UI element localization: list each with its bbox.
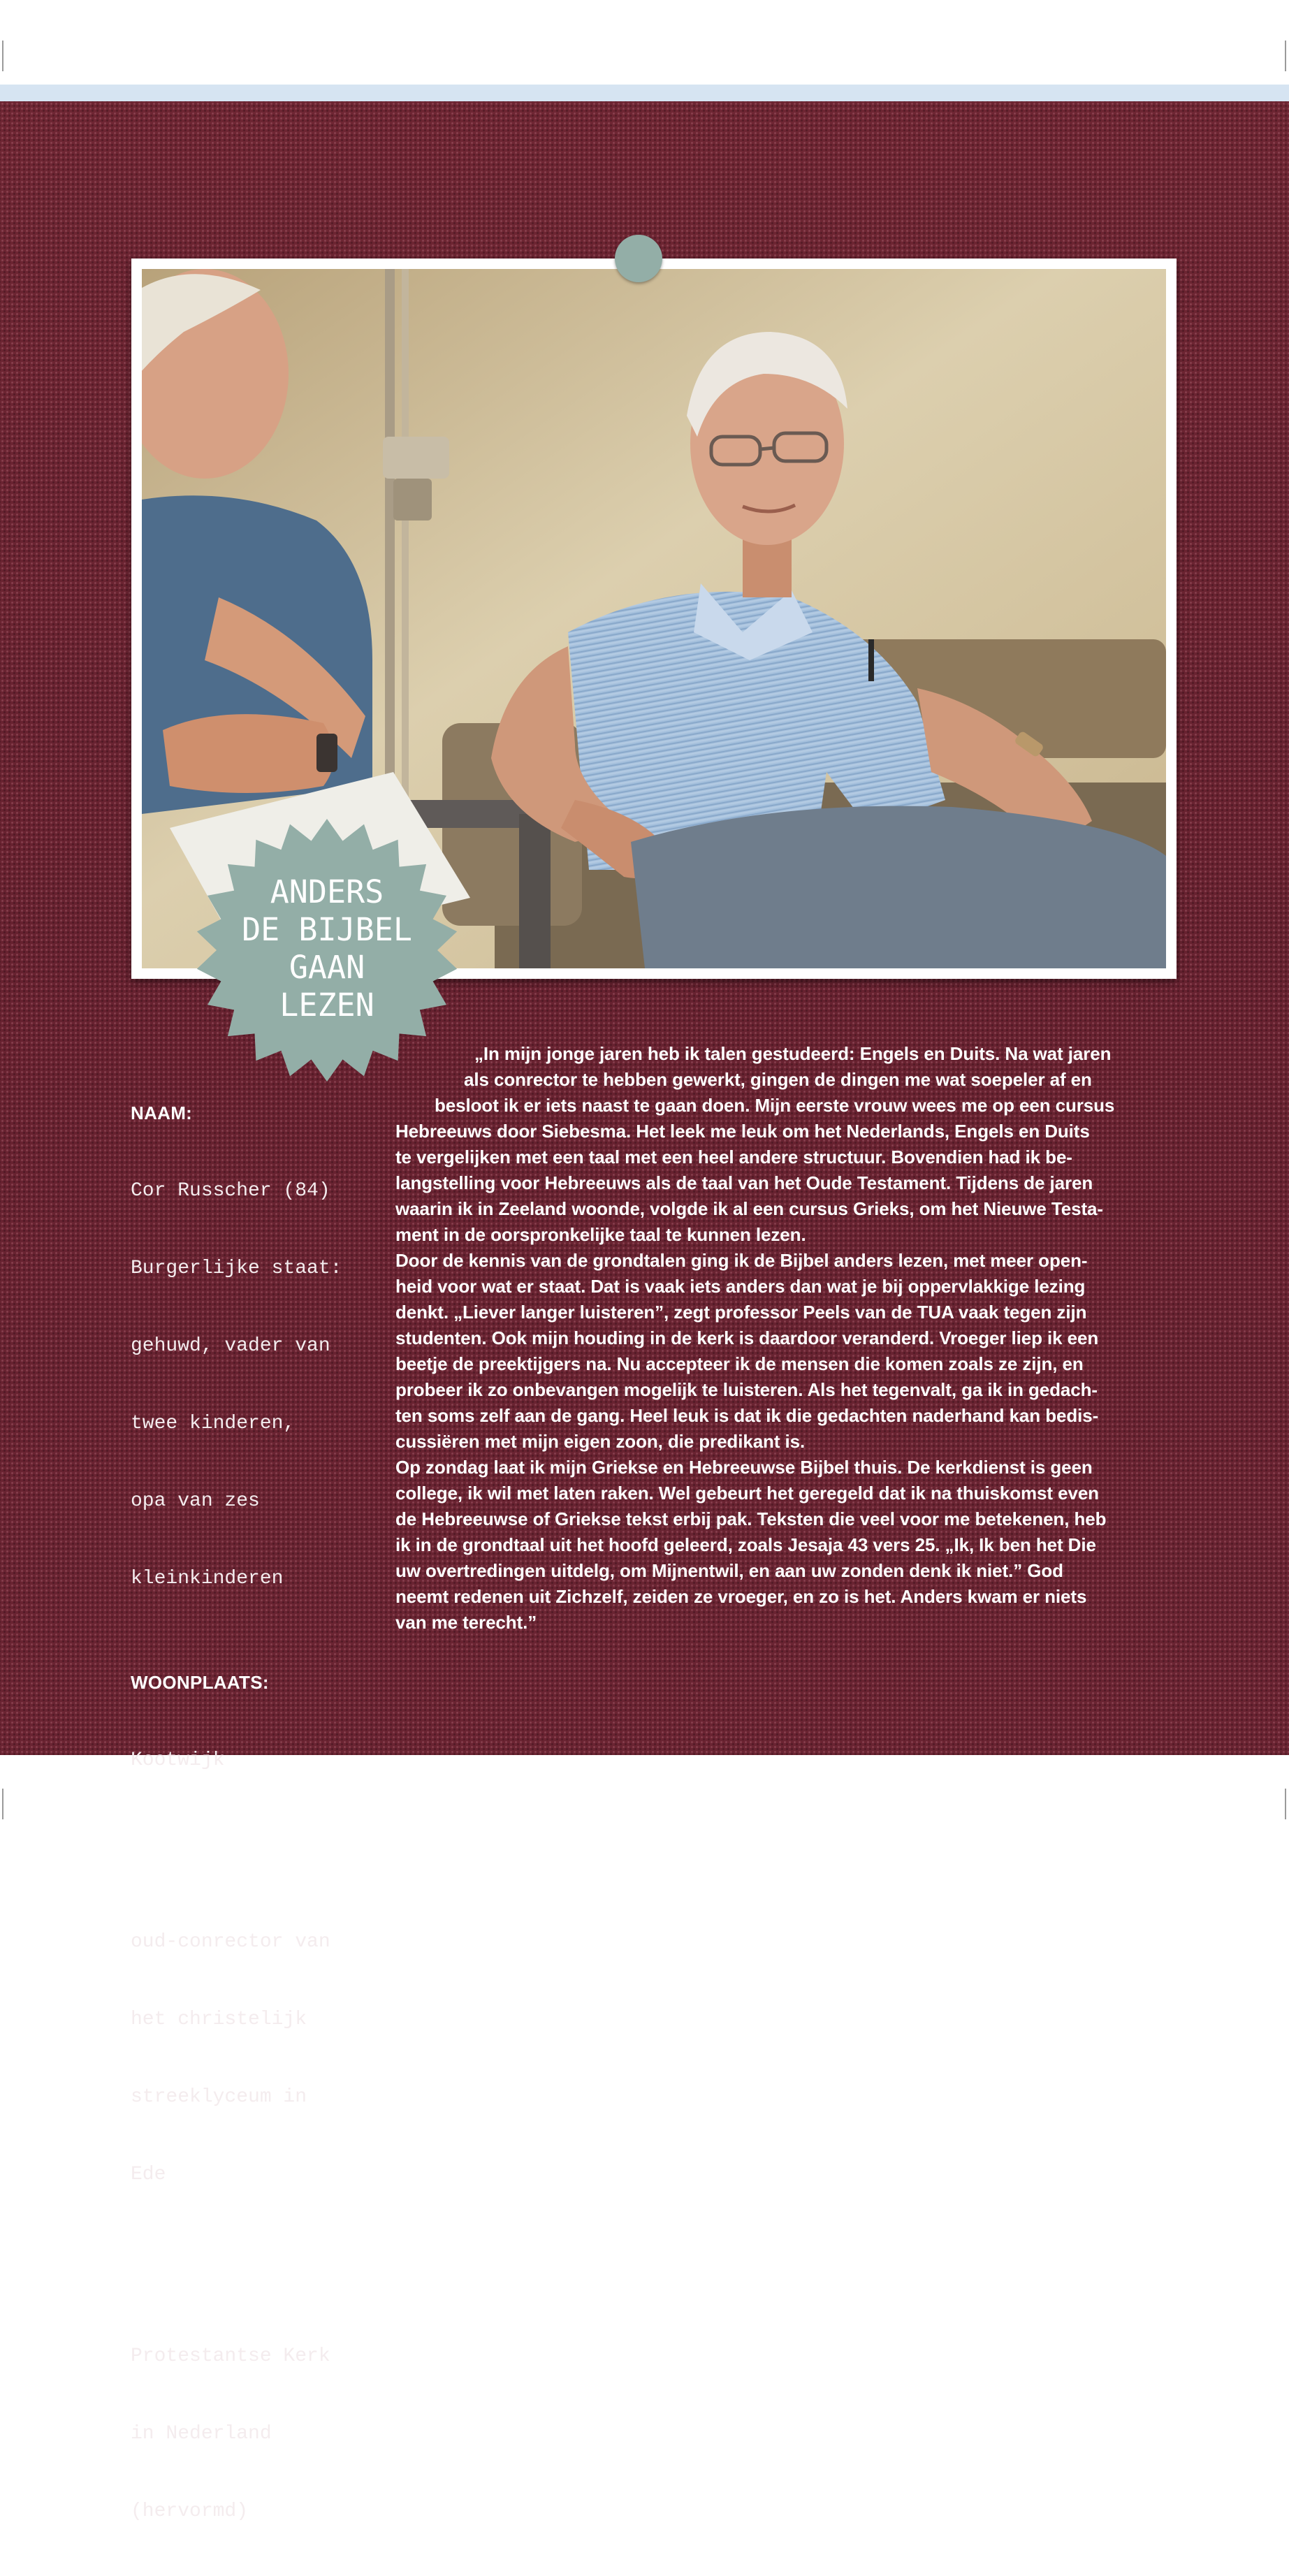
photo-pin xyxy=(615,235,662,282)
article-line: heid voor wat er staat. Dat is vaak iets anders dan wat je bij oppervlakkige lezing xyxy=(395,1276,1086,1297)
article-line: beetje de preektijgers na. Nu accepteer ik de mensen die komen zoals ze zijn, en xyxy=(395,1353,1084,1374)
article-line: van me terecht.” xyxy=(395,1612,537,1633)
naam-line: kleinkinderen xyxy=(131,1568,284,1589)
article-line: Door de kennis van de grondtalen ging ik de Bijbel anders lezen, met meer open- xyxy=(395,1250,1088,1271)
naam-line: opa van zes xyxy=(131,1490,260,1512)
badge-line: DE BIJBEL xyxy=(242,911,412,948)
crop-mark-top-right xyxy=(1285,41,1286,71)
article-line: langstelling voor Hebreeuws als de taal van het Oude Testament. Tijdens de jaren xyxy=(395,1172,1093,1193)
badge-line: ANDERS xyxy=(270,873,384,910)
article-line: „In mijn jonge jaren heb ik talen gestudeerd: Engels en Duits. Na wat jaren xyxy=(474,1043,1112,1064)
crop-mark-bottom-left xyxy=(2,1789,3,1819)
article-line: te vergelijken met een taal met een heel andere structuur. Bovendien had ik be- xyxy=(395,1147,1072,1167)
badge-line: GAAN xyxy=(289,949,365,986)
naam-label: NAAM: xyxy=(131,1103,193,1123)
article-line: studenten. Ook mijn houding in de kerk is daardoor veranderd. Vroeger liep ik een xyxy=(395,1327,1099,1348)
article-line: waarin ik in Zeeland woonde, volgde ik al een cursus Grieks, om het Nieuwe Testa- xyxy=(395,1198,1103,1219)
beroep-label: BEROEP: xyxy=(131,1854,215,1875)
naam-line: Cor Russcher (84) xyxy=(131,1180,330,1202)
article-line: cussiëren met mijn eigen zoon, die predikant is. xyxy=(395,1431,806,1452)
naam-line: twee kinderen, xyxy=(131,1413,296,1434)
kerkverband-line: Protestantse Kerk xyxy=(131,2345,330,2367)
article-line: denkt. „Liever langer luisteren”, zegt professor Peels van de TUA vaak tegen zijn xyxy=(395,1302,1087,1323)
article-line: uw overtredingen uitdelg, om Mijnentwil, en aan uw zonden denk ik niet.” God xyxy=(395,1560,1063,1581)
beroep-line: Ede xyxy=(131,2164,166,2185)
naam-value xyxy=(131,1126,354,1643)
profile-sidebar xyxy=(131,1100,354,2576)
article-line: als conrector te hebben gewerkt, gingen de dingen me wat soepeler af en xyxy=(464,1069,1092,1090)
crop-mark-bottom-right xyxy=(1285,1789,1286,1819)
article-line: ten soms zelf aan de gang. Heel leuk is dat ik die gedachten naderhand kan bedis- xyxy=(395,1405,1099,1426)
beroep-value xyxy=(131,1877,354,2239)
article-line: college, ik wil met laten raken. Wel gebeurt het geregeld dat ik na thuiskomst even xyxy=(395,1483,1099,1504)
woonplaats-label: WOONPLAATS: xyxy=(131,1672,269,1693)
woonplaats-value xyxy=(131,1696,354,1825)
article-line: besloot ik er iets naast te gaan doen. Mijn eerste vrouw wees me op een cursus xyxy=(435,1095,1115,1116)
beroep-line: oud-conrector van xyxy=(131,1931,330,1953)
article-line: probeer ik zo onbevangen mogelijk te luisteren. Als het tegenvalt, ga ik in gedach- xyxy=(395,1379,1098,1400)
article-line: ment in de oorspronkelijke taal te kunnen lezen. xyxy=(395,1224,806,1245)
article-body xyxy=(395,1041,1177,1636)
naam-line: gehuwd, vader van xyxy=(131,1335,330,1357)
article-line: de Hebreeuwse of Griekse tekst erbij pak. Teksten die veel voor me betekenen, heb xyxy=(395,1508,1107,1529)
kerkverband-line: in Nederland xyxy=(131,2423,272,2445)
article-line: ik in de grondtaal uit het hoofd geleerd, zoals Jesaja 43 vers 25. „Ik, Ik ben het Die xyxy=(395,1534,1096,1555)
article-line: Hebreeuws door Siebesma. Het leek me leuk om het Nederlands, Engels en Duits xyxy=(395,1121,1090,1142)
top-color-band xyxy=(0,85,1289,101)
article-line: neemt redenen uit Zichzelf, zeiden ze vroeger, en zo is het. Anders kwam er niets xyxy=(395,1586,1087,1607)
kerkverband-line: (hervormd) xyxy=(131,2501,249,2522)
naam-line: Burgerlijke staat: xyxy=(131,1258,342,1279)
badge-line: LEZEN xyxy=(279,987,374,1024)
woonplaats-line: Kootwijk xyxy=(131,1749,225,1771)
crop-mark-top-left xyxy=(2,41,3,71)
beroep-line: streeklyceum in xyxy=(131,2086,307,2108)
kerkverband-value xyxy=(131,2292,354,2576)
article-line: Op zondag laat ik mijn Griekse en Hebreeuwse Bijbel thuis. De kerkdienst is geen xyxy=(395,1457,1093,1478)
badge-title xyxy=(194,873,460,1024)
beroep-line: het christelijk xyxy=(131,2009,307,2030)
kerkverband-label: KERKVERBAND: xyxy=(131,2268,281,2289)
